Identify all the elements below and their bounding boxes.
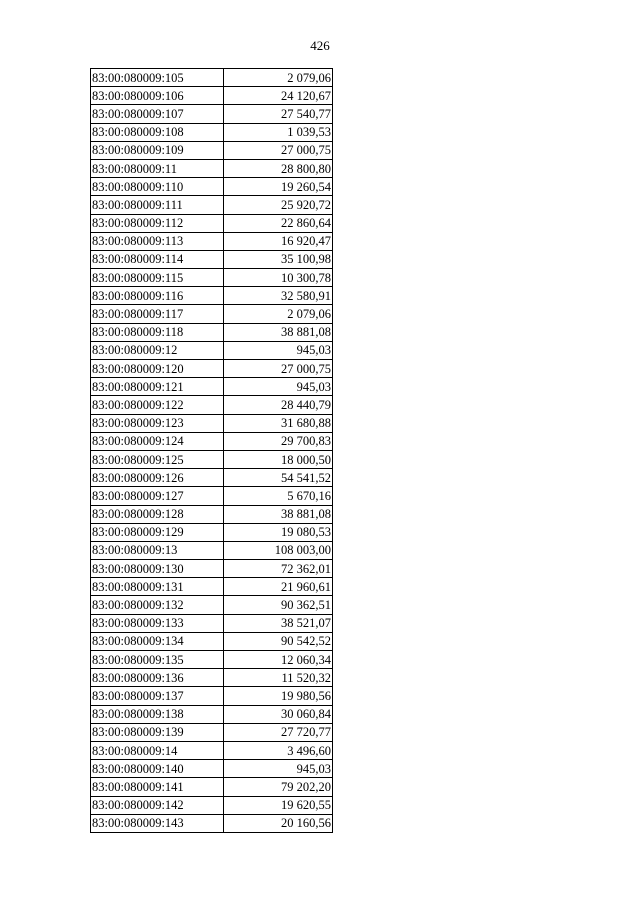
cadastral-number-cell: 83:00:080009:134 — [91, 632, 224, 650]
table-row — [91, 614, 333, 632]
table-row — [91, 450, 333, 468]
cadastral-number-cell: 83:00:080009:127 — [91, 487, 224, 505]
value-cell: 27 000,75 — [224, 141, 333, 159]
cadastral-number-cell: 83:00:080009:129 — [91, 523, 224, 541]
table-row — [91, 541, 333, 559]
value-cell: 38 881,08 — [224, 323, 333, 341]
table-row — [91, 741, 333, 759]
table-row — [91, 378, 333, 396]
value-cell: 38 881,08 — [224, 505, 333, 523]
table-row — [91, 141, 333, 159]
value-cell: 18 000,50 — [224, 450, 333, 468]
value-cell: 2 079,06 — [224, 69, 333, 87]
cadastral-number-cell: 83:00:080009:115 — [91, 269, 224, 287]
cadastral-number-cell: 83:00:080009:140 — [91, 760, 224, 778]
cadastral-number-cell: 83:00:080009:108 — [91, 123, 224, 141]
cadastral-number-cell: 83:00:080009:14 — [91, 741, 224, 759]
table-row — [91, 596, 333, 614]
cadastral-number-cell: 83:00:080009:13 — [91, 541, 224, 559]
table-row — [91, 632, 333, 650]
cadastral-number-cell: 83:00:080009:105 — [91, 69, 224, 87]
cadastral-number-cell: 83:00:080009:143 — [91, 814, 224, 832]
value-cell: 90 362,51 — [224, 596, 333, 614]
value-cell: 79 202,20 — [224, 778, 333, 796]
table-row — [91, 269, 333, 287]
value-cell: 945,03 — [224, 378, 333, 396]
value-cell: 19 980,56 — [224, 687, 333, 705]
cadastral-number-cell: 83:00:080009:128 — [91, 505, 224, 523]
value-cell: 16 920,47 — [224, 232, 333, 250]
cadastral-number-cell: 83:00:080009:136 — [91, 669, 224, 687]
cadastral-number-cell: 83:00:080009:118 — [91, 323, 224, 341]
value-cell: 25 920,72 — [224, 196, 333, 214]
cadastral-number-cell: 83:00:080009:126 — [91, 469, 224, 487]
cadastral-number-cell: 83:00:080009:113 — [91, 232, 224, 250]
table-row — [91, 578, 333, 596]
table-row — [91, 123, 333, 141]
cadastral-number-cell: 83:00:080009:123 — [91, 414, 224, 432]
value-cell: 3 496,60 — [224, 741, 333, 759]
table-row — [91, 214, 333, 232]
cadastral-number-cell: 83:00:080009:117 — [91, 305, 224, 323]
cadastral-number-cell: 83:00:080009:109 — [91, 141, 224, 159]
table-row — [91, 414, 333, 432]
cadastral-number-cell: 83:00:080009:121 — [91, 378, 224, 396]
value-cell: 5 670,16 — [224, 487, 333, 505]
table-row — [91, 487, 333, 505]
value-cell: 72 362,01 — [224, 560, 333, 578]
table-row — [91, 651, 333, 669]
cadastral-number-cell: 83:00:080009:112 — [91, 214, 224, 232]
table-row — [91, 105, 333, 123]
cadastral-number-cell: 83:00:080009:133 — [91, 614, 224, 632]
table-row — [91, 341, 333, 359]
cadastral-number-cell: 83:00:080009:12 — [91, 341, 224, 359]
table-row — [91, 687, 333, 705]
value-cell: 29 700,83 — [224, 432, 333, 450]
table-row — [91, 505, 333, 523]
table-row — [91, 250, 333, 268]
table-row — [91, 760, 333, 778]
page-number: 426 — [310, 38, 330, 53]
cadastral-number-cell: 83:00:080009:138 — [91, 705, 224, 723]
cadastral-number-cell: 83:00:080009:106 — [91, 87, 224, 105]
table-row — [91, 69, 333, 87]
cadastral-number-cell: 83:00:080009:139 — [91, 723, 224, 741]
value-cell: 10 300,78 — [224, 269, 333, 287]
value-cell: 945,03 — [224, 760, 333, 778]
table-row — [91, 360, 333, 378]
cadastral-number-cell: 83:00:080009:110 — [91, 178, 224, 196]
cadastral-number-cell: 83:00:080009:111 — [91, 196, 224, 214]
table-row — [91, 723, 333, 741]
table-row — [91, 796, 333, 814]
cadastral-number-cell: 83:00:080009:142 — [91, 796, 224, 814]
cadastral-value-table — [90, 68, 333, 833]
value-cell: 30 060,84 — [224, 705, 333, 723]
value-cell: 11 520,32 — [224, 669, 333, 687]
value-cell: 32 580,91 — [224, 287, 333, 305]
cadastral-number-cell: 83:00:080009:137 — [91, 687, 224, 705]
value-cell: 19 260,54 — [224, 178, 333, 196]
value-cell: 27 720,77 — [224, 723, 333, 741]
cadastral-number-cell: 83:00:080009:116 — [91, 287, 224, 305]
value-cell: 28 440,79 — [224, 396, 333, 414]
cadastral-number-cell: 83:00:080009:135 — [91, 651, 224, 669]
cadastral-number-cell: 83:00:080009:130 — [91, 560, 224, 578]
cadastral-number-cell: 83:00:080009:132 — [91, 596, 224, 614]
value-cell: 108 003,00 — [224, 541, 333, 559]
table-row — [91, 669, 333, 687]
cadastral-number-cell: 83:00:080009:131 — [91, 578, 224, 596]
value-cell: 38 521,07 — [224, 614, 333, 632]
value-cell: 28 800,80 — [224, 159, 333, 177]
value-cell: 27 000,75 — [224, 360, 333, 378]
cadastral-number-cell: 83:00:080009:141 — [91, 778, 224, 796]
value-cell: 1 039,53 — [224, 123, 333, 141]
table-row — [91, 396, 333, 414]
value-cell: 12 060,34 — [224, 651, 333, 669]
table-row — [91, 287, 333, 305]
cadastral-number-cell: 83:00:080009:11 — [91, 159, 224, 177]
table-row — [91, 196, 333, 214]
table-row — [91, 432, 333, 450]
table-row — [91, 705, 333, 723]
cadastral-number-cell: 83:00:080009:122 — [91, 396, 224, 414]
cadastral-number-cell: 83:00:080009:124 — [91, 432, 224, 450]
table-row — [91, 469, 333, 487]
value-cell: 22 860,64 — [224, 214, 333, 232]
table-row — [91, 523, 333, 541]
value-cell: 54 541,52 — [224, 469, 333, 487]
table-row — [91, 778, 333, 796]
value-cell: 2 079,06 — [224, 305, 333, 323]
value-cell: 35 100,98 — [224, 250, 333, 268]
cadastral-number-cell: 83:00:080009:125 — [91, 450, 224, 468]
value-cell: 31 680,88 — [224, 414, 333, 432]
cadastral-number-cell: 83:00:080009:120 — [91, 360, 224, 378]
table-row — [91, 178, 333, 196]
value-cell: 90 542,52 — [224, 632, 333, 650]
table-row — [91, 323, 333, 341]
value-cell: 27 540,77 — [224, 105, 333, 123]
table-row — [91, 814, 333, 832]
table-row — [91, 87, 333, 105]
value-cell: 945,03 — [224, 341, 333, 359]
table-row — [91, 159, 333, 177]
table-body — [91, 69, 333, 833]
table-row — [91, 560, 333, 578]
cadastral-number-cell: 83:00:080009:107 — [91, 105, 224, 123]
value-cell: 19 080,53 — [224, 523, 333, 541]
value-cell: 20 160,56 — [224, 814, 333, 832]
value-cell: 24 120,67 — [224, 87, 333, 105]
table-row — [91, 232, 333, 250]
value-cell: 21 960,61 — [224, 578, 333, 596]
value-cell: 19 620,55 — [224, 796, 333, 814]
cadastral-number-cell: 83:00:080009:114 — [91, 250, 224, 268]
table-row — [91, 305, 333, 323]
